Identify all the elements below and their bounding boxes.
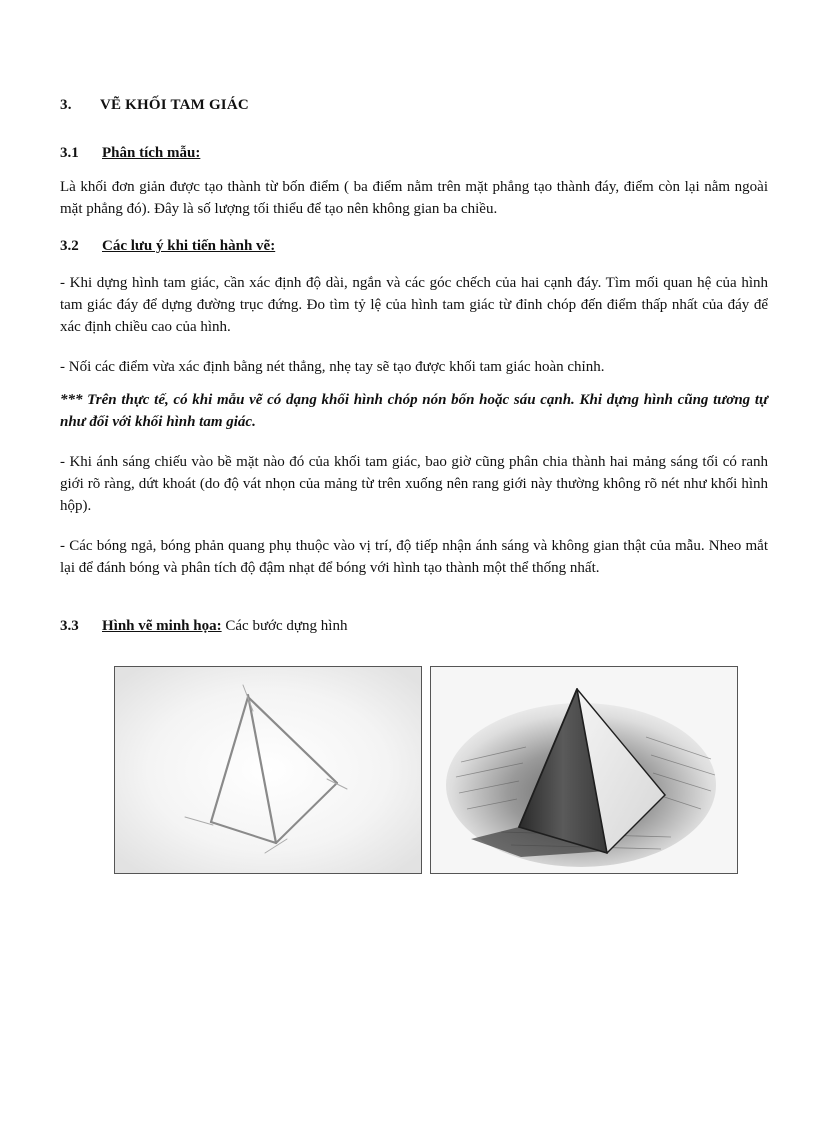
- section-title: VẼ KHỐI TAM GIÁC: [100, 97, 249, 113]
- paragraph-connect-points: - Nối các điểm vừa xác định bằng nét thẳng, nhẹ tay sẽ tạo được khối tam giác hoàn chỉnh.: [60, 359, 605, 375]
- subsection-number: 3.1: [60, 145, 79, 161]
- subsection-title: Phân tích mẫu:: [102, 145, 201, 161]
- pyramid-outline-drawing: [115, 667, 421, 873]
- paragraph-analysis: Là khối đơn giản được tạo thành từ bốn điểm ( ba điểm nằm trên mặt phẳng tạo thành đáy, điểm còn lại nằm ngoài mặt phẳng đó). Đây là số lượng tối thiểu để tạo nên không gian ba chiều.: [60, 179, 768, 217]
- figure-sketch-outline: [114, 666, 422, 874]
- paragraph-note: *** Trên thực tế, có khi mẫu vẽ có dạng khối hình chóp nón bốn hoặc sáu cạnh. Khi dựng hình cũng tương tự như đối với khối hình tam giác.: [60, 392, 768, 430]
- pyramid-shaded-drawing: [431, 667, 737, 873]
- subsection-heading-3-2: [60, 238, 275, 255]
- paragraph-construction: - Khi dựng hình tam giác, cần xác định độ dài, ngắn và các góc chếch của hai cạnh đáy. Tìm mối quan hệ của hình tam giác đáy để dựng đường trục đứng. Đo tìm tỷ lệ của hình tam giác từ đỉnh chóp đến điểm thấp nhất của đáy để xác định chiều cao của hình.: [60, 275, 768, 335]
- section-heading: [60, 97, 249, 114]
- subsection-heading-3-3: [60, 618, 347, 635]
- subsection-title: Các lưu ý khi tiến hành vẽ:: [102, 238, 276, 254]
- section-number: 3.: [60, 97, 72, 113]
- paper-background: [115, 667, 421, 873]
- paragraph-shadows: - Các bóng ngả, bóng phản quang phụ thuộc vào vị trí, độ tiếp nhận ánh sáng và không gian thật của mẫu. Nheo mắt lại để đánh bóng và phân tích độ đậm nhạt để bóng với hình tạo thành một thể thống nhất.: [60, 538, 768, 576]
- figure-sketch-shaded: [430, 666, 738, 874]
- subsection-number: 3.2: [60, 238, 79, 254]
- subsection-number: 3.3: [60, 618, 79, 634]
- subsection-caption: Các bước dựng hình: [221, 618, 348, 634]
- subsection-title: Hình vẽ minh họa:: [102, 618, 222, 634]
- paragraph-lighting: - Khi ánh sáng chiếu vào bề mặt nào đó của khối tam giác, bao giờ cũng phân chia thành hai mảng sáng tối có ranh giới rõ ràng, dứt khoát (do độ vát nhọn của mảng từ trên xuống nên rang giới này thường không rõ nét như khối hình hộp).: [60, 454, 768, 514]
- subsection-heading-3-1: [60, 145, 200, 162]
